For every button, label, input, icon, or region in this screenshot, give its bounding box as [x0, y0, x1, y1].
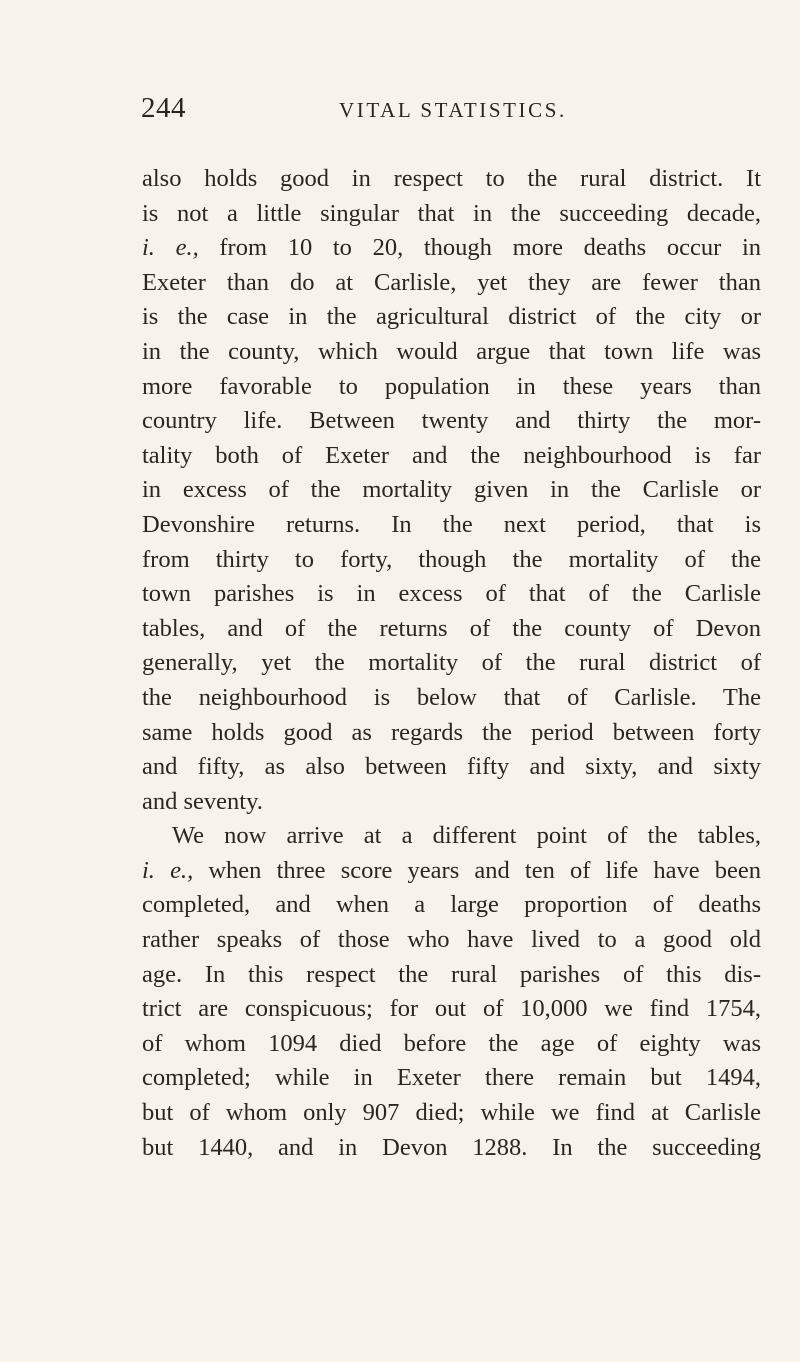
- text-line: and fifty, as also between fifty and sixty, and sixty: [142, 753, 761, 781]
- text-line: is the case in the agricultural district of the city or: [142, 303, 761, 331]
- running-head: VITAL STATISTICS.: [339, 98, 567, 122]
- text-line: completed; while in Exeter there remain but 1494,: [142, 1064, 761, 1092]
- text-line: i. e., when three score years and ten of life have been: [142, 856, 761, 884]
- text-line: and seventy.: [142, 787, 263, 815]
- text-line: same holds good as regards the period between forty: [142, 718, 761, 746]
- text-line: more favorable to population in these years than: [142, 372, 761, 400]
- text-line: country life. Between twenty and thirty the mor-: [142, 407, 761, 435]
- text-line: but of whom only 907 died; while we find at Carlisle: [142, 1099, 761, 1127]
- text-line: rather speaks of those who have lived to a good old: [142, 926, 761, 954]
- text-line: i. e., from 10 to 20, though more deaths occur in: [142, 234, 761, 262]
- text-line: Devonshire returns. In the next period, that is: [142, 510, 761, 538]
- text-line: tables, and of the returns of the county of Devon: [142, 614, 761, 642]
- abbrev-ie: i. e.,: [142, 234, 199, 262]
- text-line: Exeter than do at Carlisle, yet they are fewer than: [142, 268, 761, 296]
- text-line: completed, and when a large proportion of deaths: [142, 891, 761, 919]
- page-number: 244: [141, 92, 186, 124]
- text-line: generally, yet the mortality of the rural district of: [142, 649, 761, 677]
- text-line: trict are conspicuous; for out of 10,000 we find 1754,: [142, 995, 761, 1023]
- text-line: from thirty to forty, though the mortality of the: [142, 545, 761, 573]
- text-line: of whom 1094 died before the age of eighty was: [142, 1029, 761, 1057]
- text-line: the neighbourhood is below that of Carlisle. The: [142, 683, 761, 711]
- text-line: but 1440, and in Devon 1288. In the succeeding: [142, 1133, 761, 1161]
- text-line: in the county, which would argue that town life was: [142, 337, 761, 365]
- body-text: [142, 162, 761, 1165]
- text-line: is not a little singular that in the succeeding decade,: [142, 199, 761, 227]
- text-line: age. In this respect the rural parishes of this dis-: [142, 960, 761, 988]
- page-header: [141, 92, 761, 132]
- text-line: in excess of the mortality given in the Carlisle or: [142, 476, 761, 504]
- text-line: town parishes is in excess of that of the Carlisle: [142, 580, 761, 608]
- text-line: We now arrive at a different point of the tables,: [172, 822, 761, 850]
- abbrev-ie: i. e.,: [142, 856, 194, 884]
- text-line: also holds good in respect to the rural district. It: [142, 165, 761, 192]
- text-line: tality both of Exeter and the neighbourhood is far: [142, 441, 761, 469]
